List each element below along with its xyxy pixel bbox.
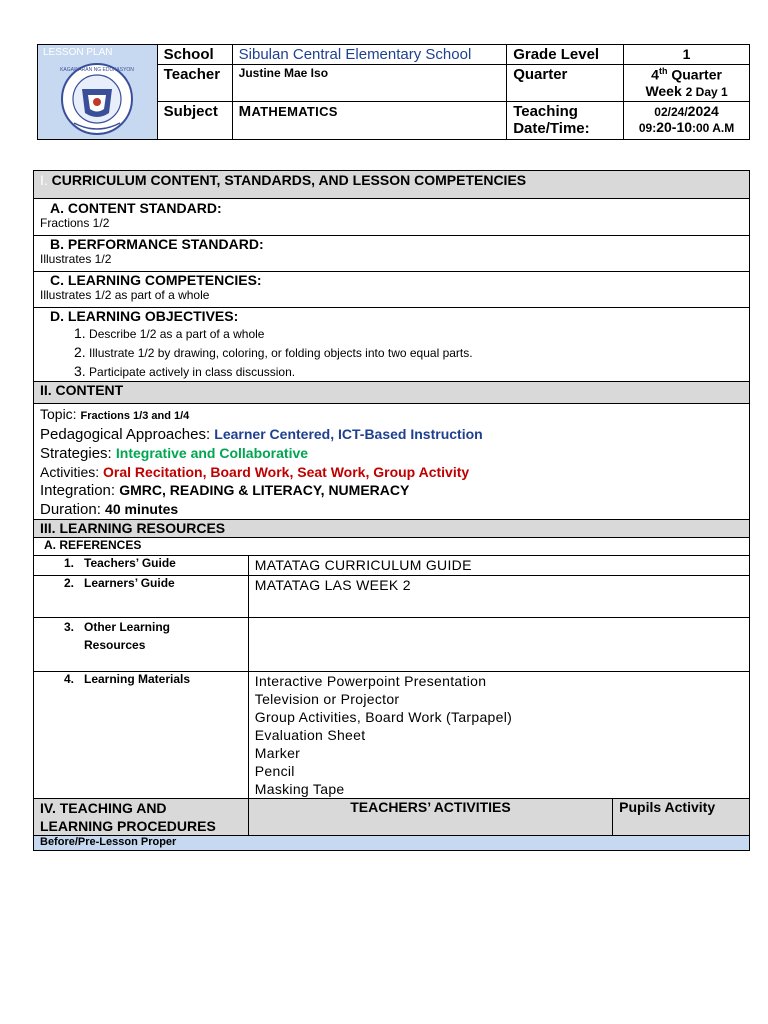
seal-text: KAGAWARAN NG EDUKASYON <box>60 67 134 73</box>
section-1-roman: I. <box>40 172 48 188</box>
material-item: Pencil <box>254 763 295 779</box>
content-standard-block <box>34 199 750 236</box>
quarter-number: 4 <box>651 66 659 83</box>
activities-label: Activities: <box>40 464 104 480</box>
teaching-label: Teaching <box>513 103 578 120</box>
learning-competencies-heading: C. LEARNING COMPETENCIES: <box>50 272 262 288</box>
section-1-title: CURRICULUM CONTENT, STANDARDS, AND LESSON COMPETENCIES <box>51 172 527 188</box>
strategies-value: Integrative and Collaborative <box>115 445 309 461</box>
subject-initial: M <box>238 103 252 120</box>
integration-label: Integration: <box>40 482 120 499</box>
learners-guide-label <box>34 576 249 618</box>
subject-value <box>232 102 507 140</box>
grade-level-label: Grade Level <box>507 45 624 65</box>
material-item: Group Activities, Board Work (Tarpapel) <box>254 709 513 725</box>
time-a: 09: <box>638 121 657 135</box>
duration-label: Duration: <box>40 501 106 518</box>
section-4-header <box>34 799 249 836</box>
objective-text: Illustrate 1/2 by drawing, coloring, or folding objects into two equal parts. <box>89 346 473 360</box>
ref-number: 2. <box>64 576 75 590</box>
lesson-plan-label: LESSON PLAN <box>43 47 113 58</box>
duration-value: 40 minutes <box>105 501 179 517</box>
section-4-title-2: LEARNING PROCEDURES <box>40 818 216 834</box>
ref-label-text-2: Resources <box>84 638 146 652</box>
teachers-activities-header: TEACHERS’ ACTIVITIES <box>248 799 612 836</box>
content-standard-text: Fractions 1/2 <box>40 216 110 230</box>
objective-text: Describe 1/2 as a part of a whole <box>89 327 265 341</box>
topic-line <box>40 405 743 425</box>
topic-label: Topic: <box>40 406 81 422</box>
content-details <box>34 404 750 520</box>
school-value: Sibulan Central Elementary School <box>232 45 507 65</box>
subject-label: Subject <box>157 102 232 140</box>
pre-lesson-row: Before/Pre-Lesson Proper <box>34 836 750 851</box>
quarter-value <box>624 65 750 102</box>
pedagogy-label: Pedagogical Approaches: <box>40 426 215 443</box>
other-resources-label <box>34 618 249 672</box>
section-4-title-1: IV. TEACHING AND <box>40 800 167 816</box>
material-item: Marker <box>254 745 301 761</box>
quarter-suffix: th <box>658 66 668 76</box>
section-1-header <box>34 171 750 199</box>
date-prefix: 02/24/ <box>654 105 688 119</box>
pedagogy-value: Learner Centered, ICT-Based Instruction <box>214 426 483 442</box>
ref-label-text: Teachers’ Guide <box>84 556 176 570</box>
activities-value: Oral Recitation, Board Work, Seat Work, Group Activity <box>103 464 470 480</box>
strategies-label: Strategies: <box>40 445 116 462</box>
ref-label-text: Other Learning <box>84 620 171 634</box>
teaching-datetime-label <box>507 102 624 140</box>
material-item: Evaluation Sheet <box>254 727 366 743</box>
objective-number: 2. <box>74 344 86 360</box>
teaching-datetime-value <box>624 102 750 140</box>
week-label: Week <box>645 82 682 99</box>
learning-competencies-block <box>34 272 750 308</box>
objective-number: 1. <box>74 325 86 341</box>
ref-label-text: Learning Materials <box>84 672 191 686</box>
material-item: Interactive Powerpoint Presentation <box>254 673 487 689</box>
pedagogy-line <box>40 425 743 444</box>
teachers-guide-value: MATATAG CURRICULUM GUIDE <box>248 556 749 576</box>
topic-value: Fractions 1/3 and 1/4 <box>80 410 190 422</box>
lesson-plan-body <box>33 170 750 851</box>
quarter-word: Quarter <box>671 66 722 83</box>
pupils-activity-header: Pupils Activity <box>613 799 750 836</box>
learning-materials-list <box>248 672 749 799</box>
logo-cell <box>38 45 158 140</box>
activities-line <box>40 463 743 481</box>
learning-objectives-block <box>34 308 750 382</box>
objective-item <box>40 324 743 343</box>
subject-rest: ATHEMATICS <box>251 104 338 119</box>
ref-number: 4. <box>64 672 75 686</box>
references-label: A. REFERENCES <box>34 538 750 556</box>
learners-guide-value: MATATAG LAS WEEK 2 <box>248 576 749 618</box>
strategies-line <box>40 444 743 463</box>
objective-item <box>40 362 743 381</box>
date-year: 2024 <box>687 103 719 119</box>
content-standard-heading: A. CONTENT STANDARD: <box>50 200 222 216</box>
datetime-label: Date/Time: <box>513 120 590 137</box>
integration-line <box>40 481 743 500</box>
section-2-header: II. CONTENT <box>34 382 750 404</box>
performance-standard-text: Illustrates 1/2 <box>40 252 112 266</box>
ref-label-text: Learners’ Guide <box>84 576 175 590</box>
quarter-label: Quarter <box>507 65 624 102</box>
learning-objectives-heading: D. LEARNING OBJECTIVES: <box>50 308 239 324</box>
learning-competencies-text: Illustrates 1/2 as part of a whole <box>40 288 210 302</box>
grade-level-value: 1 <box>624 45 750 65</box>
other-resources-value <box>248 618 749 672</box>
duration-line <box>40 500 743 519</box>
deped-seal-icon <box>52 61 142 137</box>
week-value: 2 Day 1 <box>685 84 728 99</box>
lesson-plan-header <box>37 44 750 140</box>
teacher-value: Justine Mae Iso <box>232 65 507 102</box>
objective-item <box>40 343 743 362</box>
school-label: School <box>157 45 232 65</box>
integration-value: GMRC, READING & LITERACY, NUMERACY <box>119 482 410 498</box>
time-b: 20-10 <box>656 119 693 135</box>
objective-text: Participate actively in class discussion. <box>89 365 296 379</box>
performance-standard-block <box>34 236 750 272</box>
section-3-header: III. LEARNING RESOURCES <box>34 520 750 538</box>
ref-number: 1. <box>64 556 75 570</box>
learning-materials-label <box>34 672 249 799</box>
ref-number: 3. <box>64 620 75 634</box>
time-c: :00 A.M <box>692 121 735 135</box>
teacher-label: Teacher <box>157 65 232 102</box>
teachers-guide-label <box>34 556 249 576</box>
objective-number: 3. <box>74 363 86 379</box>
material-item: Television or Projector <box>254 691 400 707</box>
material-item: Masking Tape <box>254 781 345 797</box>
performance-standard-heading: B. PERFORMANCE STANDARD: <box>50 236 264 252</box>
